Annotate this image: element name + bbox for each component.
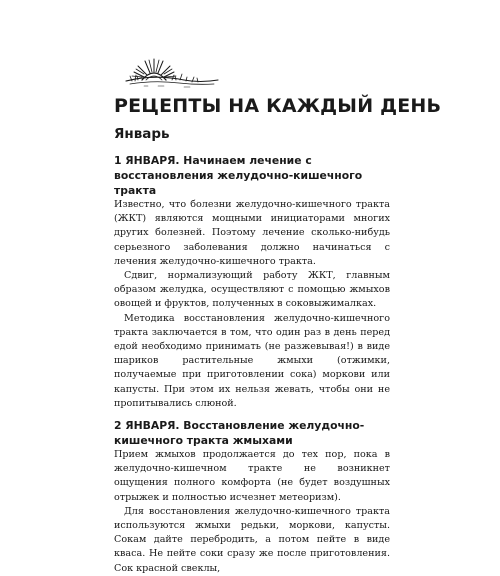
paragraph: Известно, что болезни желудочно-кишечного тракта (ЖКТ) являются мощными инициаторами многих других болезней. Поэтому лечение сколько-нибудь серьезного заболевания должно начинаться с лечения желудочно-кишечного тракта. <box>114 199 390 267</box>
paragraph: Сдвиг, нормализующий работу ЖКТ, главным образом желудка, осуществляют с помощью жмыхов овощей и фруктов, полученных в соковыжималках. <box>114 270 390 310</box>
entry-title-jan-2: 2 ЯНВАРЯ. Восстановление желудочно-кишечного тракта жмыхами <box>114 419 365 448</box>
paragraph: Для восстановления желудочно-кишечного тракта используются жмыхи редьки, моркови, капусты. Сокам дайте перебродить, а потом пейте в виде кваса. Не пейте соки сразу же после приготовления. Сок красной свеклы, <box>114 505 390 574</box>
flower-ornament-icon <box>124 50 220 92</box>
page-content <box>114 153 390 576</box>
chapter-title: РЕЦЕПТЫ НА КАЖДЫЙ ДЕНЬ <box>114 95 442 117</box>
entry-title-jan-1: 1 ЯНВАРЯ. Начинаем лечение с восстановления желудочно-кишечного тракта <box>114 154 363 197</box>
paragraph: Прием жмыхов продолжается до тех пор, пока в желудочно-кишечном тракте не возникнет ощущения полного комфорта (не будет воздушных отрыжек и полностью исчезнет метеоризм). <box>114 449 390 503</box>
paragraph: Методика восстановления желудочно-кишечного тракта заключается в том, что один раз в день перед едой необходимо принимать (не разжевывая!) в виде шариков растительные жмыхи (отжимки, получаемые при приготовлении сока) моркови или капусты. При этом их нельзя жевать, чтобы они не пропитывались слюной. <box>114 312 390 409</box>
month-heading: Январь <box>114 126 170 142</box>
